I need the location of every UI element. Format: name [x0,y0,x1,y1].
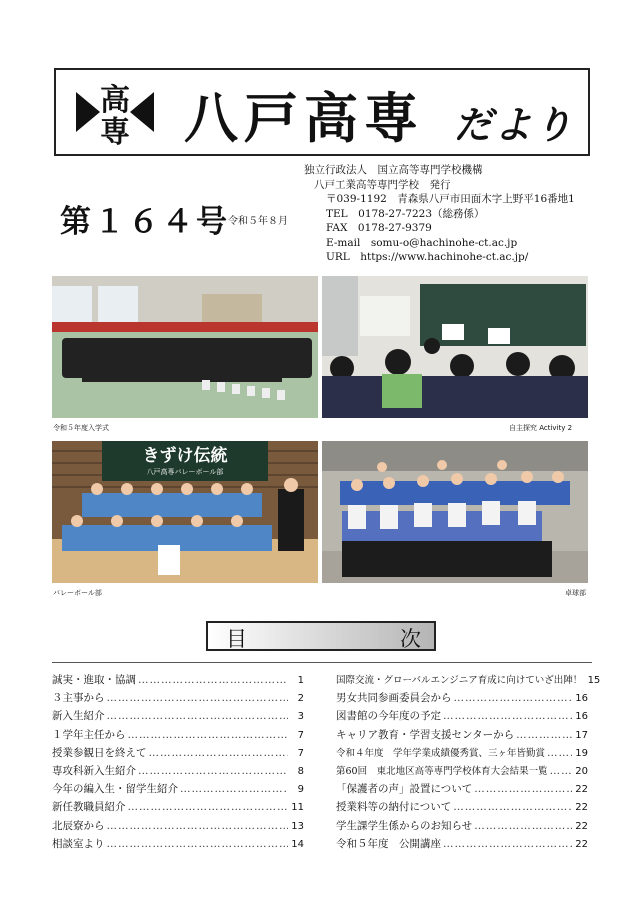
svg-text:八戸高専バレーボール部: 八戸高専バレーボール部 [146,468,224,476]
toc-item[interactable]: 専攻科新入生紹介 ………………………………………………………………………………………… 8 [52,763,304,781]
toc-item[interactable]: 令和５年度 公開講座 ………………………………………………………………………………………… 22 [336,836,588,854]
photo-table-tennis-club [322,441,588,583]
toc-item[interactable]: 第60回 東北地区高等専門学校体育大会結果一覧 ………………………………………………………………………………………… 20 [336,763,588,781]
publisher-url[interactable]: URL https://www.hachinohe-ct.ac.jp/ [326,251,529,263]
caption-volleyball-club: バレーボール部 [53,589,102,597]
toc-item[interactable]: 新入生紹介 ………………………………………………………………………………………… 3 [52,708,304,726]
toc-item[interactable]: 誠実・進取・協調 ………………………………………………………………………………………… 1 [52,672,304,690]
issue-date: 令和５年８月 [228,216,288,227]
toc-heading-left: 目 [226,627,247,651]
issue-number: 第１６４号 [60,204,230,240]
toc-item[interactable]: １学年主任から ………………………………………………………………………………………… 7 [52,727,304,745]
toc-divider [52,662,592,663]
photo-entrance-ceremony [52,276,318,418]
toc-heading [206,621,436,651]
toc-item[interactable]: キャリア教育・学習支援センターから ………………………………………………………………………………………… 17 [336,727,588,745]
publisher-fax: FAX 0178-27-9379 [326,222,432,234]
toc-item[interactable]: ３主事から ………………………………………………………………………………………… 2 [52,690,304,708]
svg-text:きずけ伝統: きずけ伝統 [142,446,228,466]
photo-volleyball-club [52,441,318,583]
toc-right-column [336,672,601,854]
publisher-email[interactable]: E-mail somu-o@hachinohe-ct.ac.jp [326,236,518,249]
photo-classroom [322,276,588,418]
toc-item[interactable]: 新任教職員紹介 ………………………………………………………………………………………… 11 [52,799,304,817]
publisher-org: 独立行政法人 国立高等専門学校機構 [304,164,483,176]
svg-text:高: 高 [100,83,130,118]
toc-item[interactable]: 「保護者の声」設置について ………………………………………………………………………………………… 22 [336,781,588,799]
newsletter-title-suffix: だより [454,102,575,147]
svg-text:専: 専 [100,115,130,146]
toc-item[interactable]: 学生課学生係からのお知らせ ………………………………………………………………………………………… 22 [336,818,588,836]
toc-item[interactable]: 北辰寮から ………………………………………………………………………………………… 13 [52,818,304,836]
publisher-school: 八戸工業高等専門学校 発行 [314,178,451,191]
school-logo-icon [76,78,154,146]
toc-left-column [52,672,304,854]
toc-item[interactable]: 授業参観日を終えて ………………………………………………………………………………………… 7 [52,745,304,763]
masthead [54,68,590,156]
publisher-info [304,163,575,265]
caption-table-tennis-club: 卓球部 [565,589,586,597]
toc-heading-right: 次 [400,627,421,651]
toc-item[interactable]: 男女共同参画委員会から ………………………………………………………………………………………… 16 [336,690,588,708]
toc-item[interactable]: 今年の編入生・留学生紹介 ………………………………………………………………………………………… 9 [52,781,304,799]
caption-entrance-ceremony: 令和５年度入学式 [53,424,109,432]
toc-item[interactable]: 国際交流・グローバルエンジニア育成に向けていざ出陣！ 15 [336,675,601,686]
toc-item[interactable]: 図書館の今年度の予定 ………………………………………………………………………………………… 16 [336,708,588,726]
newsletter-title: 八戸高専 [184,86,424,150]
publisher-address: 〒039-1192 青森県八戸市田面木字上野平16番地1 [326,193,575,205]
publisher-tel: TEL 0178-27-7223（総務係） [326,207,485,220]
toc-item[interactable]: 相談室より ………………………………………………………………………………………… 14 [52,836,304,854]
toc-item[interactable]: 令和４年度 学年学業成績優秀賞、三ヶ年皆勤賞 ………………………………………………………………………………………… 19 [336,745,588,763]
toc-item[interactable]: 授業料等の納付について ………………………………………………………………………………………… 22 [336,799,588,817]
caption-classroom: 自主探究 Activity 2 [509,424,573,432]
